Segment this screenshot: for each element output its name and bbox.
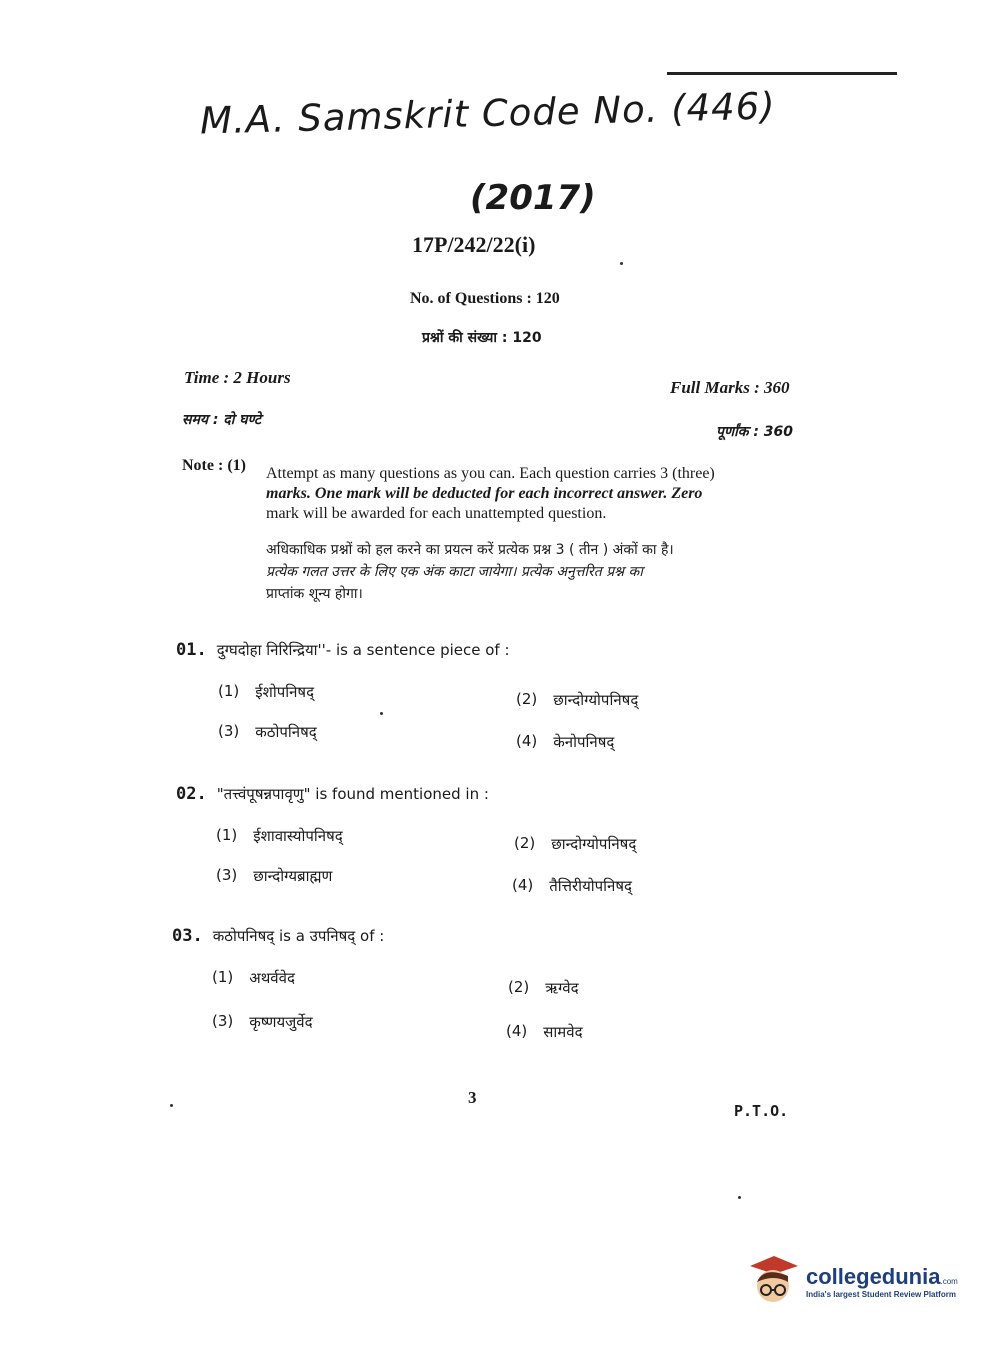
question-text: "तत्त्वंपूषन्नपावृणु" is found mentioned in :	[216, 785, 489, 803]
note-line-1: Attempt as many questions as you can. Each question carries 3 (three)	[266, 465, 715, 482]
option-2-4	[512, 876, 632, 896]
logo-suffix: .com	[940, 1276, 958, 1286]
question-number: 02.	[176, 784, 207, 804]
collegedunia-logo	[744, 1252, 958, 1310]
option-number: (1)	[216, 826, 238, 844]
scan-speck	[738, 1196, 741, 1199]
option-text: ईशावास्योपनिषद्	[253, 827, 343, 845]
option-number: (3)	[212, 1012, 234, 1030]
option-number: (2)	[514, 834, 536, 852]
time-en: Time : 2 Hours	[184, 368, 291, 387]
option-number: (1)	[212, 968, 234, 986]
full-marks-en: Full Marks : 360	[670, 378, 790, 397]
option-number: (2)	[508, 978, 530, 996]
page-number: 3	[468, 1088, 477, 1107]
option-text: केनोपनिषद्	[553, 733, 615, 751]
option-3-3	[212, 1012, 313, 1032]
time-hi: समय : दो घण्टे	[182, 412, 262, 428]
pto-label: P.T.O.	[734, 1102, 789, 1120]
option-2-3	[216, 866, 332, 886]
option-text: अथर्ववेद	[249, 969, 295, 987]
option-text: तैत्तिरीयोपनिषद्	[549, 877, 633, 895]
option-3-2	[508, 978, 579, 998]
note-line-2: marks. One mark will be deducted for each incorrect answer. Zero	[266, 485, 703, 502]
logo-tagline: India's largest Student Review Platform	[806, 1289, 956, 1299]
option-1-2	[516, 690, 638, 710]
note-hindi-1: अधिकाधिक प्रश्नों को हल करने का प्रयत्न करें प्रत्येक प्रश्न 3 ( तीन ) अंकों का है।	[266, 542, 674, 558]
num-questions-en: No. of Questions : 120	[410, 290, 560, 307]
option-number: (1)	[218, 682, 240, 700]
note-line-3: mark will be awarded for each unattempted question.	[266, 505, 607, 522]
option-2-2	[514, 834, 636, 854]
option-number: (4)	[516, 732, 538, 750]
option-2-1	[216, 826, 343, 846]
option-number: (4)	[506, 1022, 528, 1040]
logo-name: collegedunia	[806, 1263, 941, 1289]
scan-speck	[620, 262, 623, 265]
option-text: सामवेद	[543, 1023, 583, 1041]
paper-code: 17P/242/22(i)	[412, 232, 536, 257]
option-number: (4)	[512, 876, 534, 894]
question-3	[172, 926, 384, 946]
option-1-3	[218, 722, 317, 742]
option-3-4	[506, 1022, 583, 1042]
option-text: ऋग्वेद	[545, 979, 579, 997]
option-number: (3)	[218, 722, 240, 740]
question-number: 03.	[172, 926, 203, 946]
scan-speck	[170, 1104, 173, 1107]
num-questions-hi: प्रश्नों की संख्या : 120	[422, 330, 542, 346]
option-3-1	[212, 968, 295, 988]
option-text: छान्दोग्योपनिषद्	[553, 691, 639, 709]
option-text: छान्दोग्यब्राह्मण	[253, 867, 333, 885]
option-number: (3)	[216, 866, 238, 884]
option-number: (2)	[516, 690, 538, 708]
note-hindi-3: प्राप्तांक शून्य होगा।	[266, 586, 363, 602]
mascot-icon	[744, 1252, 800, 1310]
question-number: 01.	[176, 640, 207, 660]
question-text: कठोपनिषद् is a उपनिषद् of :	[212, 927, 385, 945]
question-2	[176, 784, 489, 804]
handwritten-title: M.A. Samskrit Code No. (446)	[199, 84, 777, 143]
handwritten-year: (2017)	[470, 178, 596, 218]
full-marks-hi: पूर्णांक : 360	[716, 424, 794, 440]
question-1	[176, 640, 510, 660]
option-1-4	[516, 732, 614, 752]
option-text: कृष्णयजुर्वेद	[249, 1013, 313, 1031]
note-prefix: Note : (1)	[182, 457, 246, 474]
scan-speck	[380, 712, 383, 715]
option-text: छान्दोग्योपनिषद्	[551, 835, 637, 853]
top-rule	[667, 72, 897, 75]
question-text: दुग्घदोहा निरिन्द्रिया''- is a sentence piece of :	[216, 641, 510, 659]
note-hindi-2: प्रत्येक गलत उत्तर के लिए एक अंक काटा जायेगा। प्रत्येक अनुत्तरित प्रश्न का	[266, 564, 643, 580]
option-text: कठोपनिषद्	[255, 723, 317, 741]
option-1-1	[218, 682, 314, 702]
option-text: ईशोपनिषद्	[255, 683, 315, 701]
